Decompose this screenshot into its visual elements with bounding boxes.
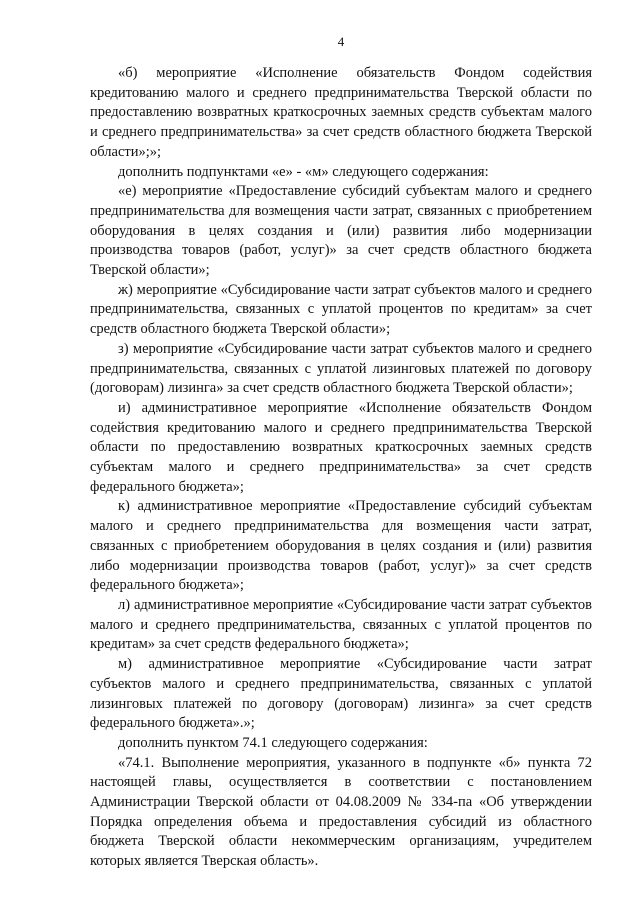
paragraph-i: и) административное мероприятие «Исполнение обязательств Фондом содействия кредитованию малого и среднего предпринимательства Тверской области по предоставлению возвратных краткосрочных заемных средств субъектам малого и среднего предпринимательства» за счет средств федерального бюджета»; [90,399,592,495]
document-body [90,64,592,872]
paragraph-l: л) административное мероприятие «Субсидирование части затрат субъектов малого и среднего предпринимательства, связанных с уплатой процентов по кредитам» за счет средств федерального бюджета»; [90,596,592,653]
paragraph-add-74-1: дополнить пунктом 74.1 следующего содержания: [118,734,428,751]
paragraph-zh: ж) мероприятие «Субсидирование части затрат субъектов малого и среднего предпринимательства, связанных с уплатой процентов по кредитам» за счет средств областного бюджета Тверской области»; [90,281,592,338]
paragraph-z: з) мероприятие «Субсидирование части затрат субъектов малого и среднего предпринимательства, связанных с уплатой лизинговых платежей по договору (договорам) лизинга» за счет средств областного бюджета Тверской области»; [90,340,592,397]
paragraph-74-1: «74.1. Выполнение мероприятия, указанного в подпункте «б» пункта 72 настоящей главы, осуществляется в соответствии с постановлением Администрации Тверской области от 04.08.2009 № 334-па «Об утверждении Порядка определения объема и предоставления субсидий из областного бюджета Тверской области некоммерческим организациям, учредителем которых является Тверская область». [90,754,592,870]
page-number: 4 [337,34,345,49]
paragraph-m: м) административное мероприятие «Субсидирование части затрат субъектов малого и среднего предпринимательства, связанных с уплатой лизинговых платежей по договору (договорам) лизинга» за счет средств федерального бюджета».»; [90,656,592,732]
paragraph-b: «б) мероприятие «Исполнение обязательств Фондом содействия кредитованию малого и среднего предпринимательства Тверской области по предоставлению возвратных краткосрочных заемных средств субъектам малого и среднего предпринимательства» за счет средств областного бюджета Тверской области»;»; [90,65,592,160]
paragraph-add-subitems: дополнить подпунктами «е» - «м» следующего содержания: [118,163,489,180]
paragraph-k: к) административное мероприятие «Предоставление субсидий субъектам малого и среднего предпринимательства для возмещения части затрат, связанных с приобретением оборудования в целях создания и (или) развития либо модернизации производства товаров (работ, услуг)» за счет средств федерального бюджета»; [90,498,592,594]
paragraph-e: «е) мероприятие «Предоставление субсидий субъектам малого и среднего предпринимательства для возмещения части затрат, связанных с приобретением оборудования в целях создания и (или) развития либо модернизации производства товаров (работ, услуг)» за счет средств областного бюджета Тверской области»; [90,183,592,279]
